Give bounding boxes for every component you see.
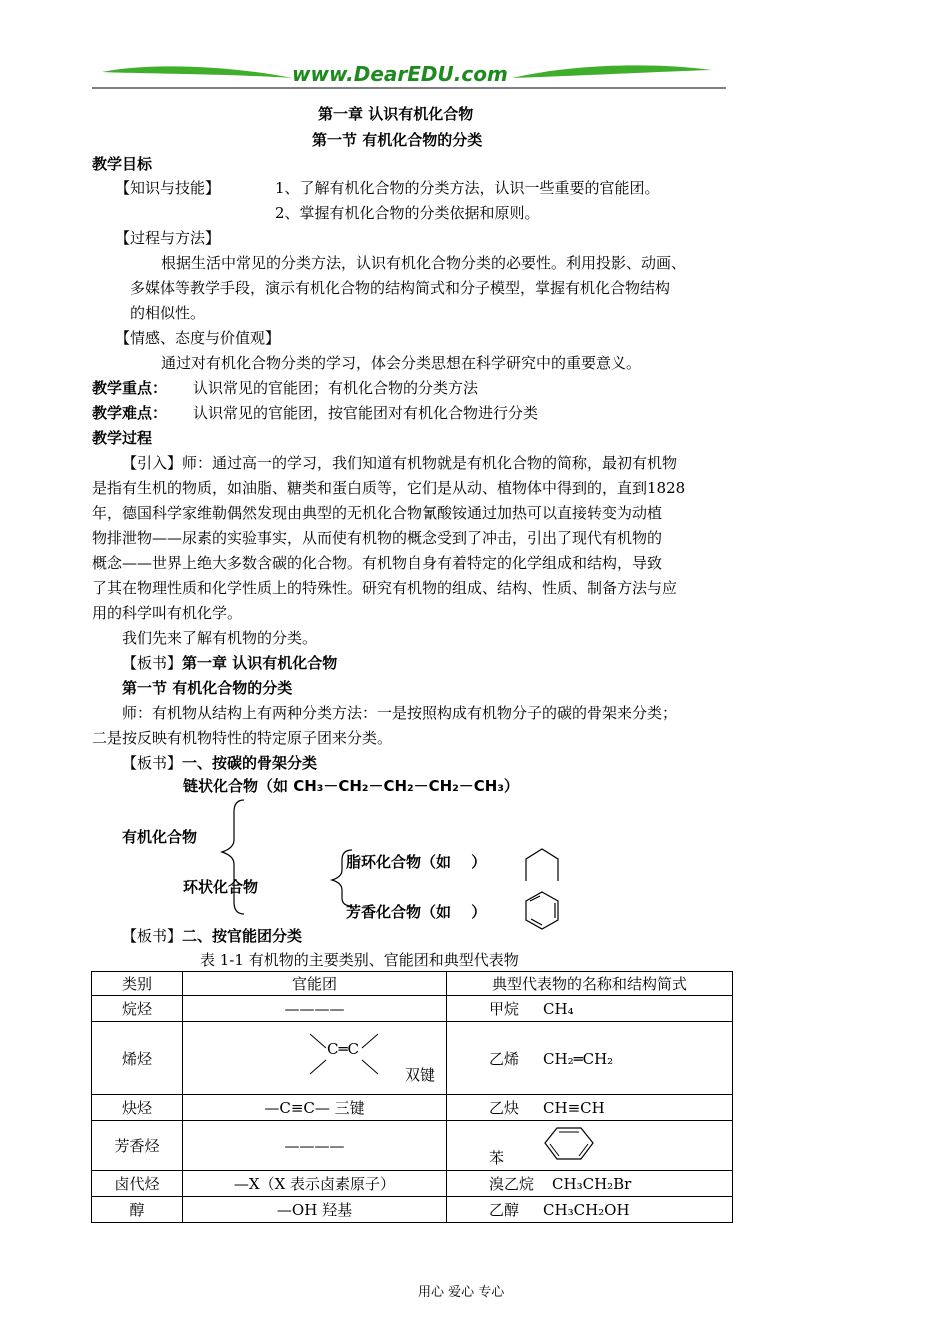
row-group: [183, 1022, 447, 1095]
row-formula: CH₂═CH₂: [543, 1049, 614, 1068]
chapter-title: 第一章 认识有机化合物: [318, 105, 474, 123]
classification-table: [91, 971, 733, 1223]
intro-line-7: 用的科学叫有机化学。: [92, 604, 243, 622]
row-group: —X（X 表示卤素原子）: [183, 1171, 447, 1197]
row-representative: [447, 1095, 733, 1121]
teacher-line-1: 师：有机物从结构上有两种分类方法：一是按照构成有机物分子的碳的骨架来分类；: [122, 704, 678, 722]
chain-prefix: 链状化合物（如: [183, 777, 294, 795]
board2: [122, 752, 317, 773]
board2-label: 【板书】: [122, 754, 183, 772]
row-name: 乙烯: [489, 1049, 520, 1068]
small-brace-icon: [332, 850, 352, 906]
board1: [122, 652, 337, 673]
section-title: 第一节 有机化合物的分类: [312, 131, 483, 149]
key-label: 教学重点：: [92, 379, 168, 397]
board3: [122, 925, 302, 946]
difficulty-label: 教学难点：: [92, 404, 168, 422]
board2-text: 一、按碳的骨架分类: [182, 754, 318, 772]
benzene-icon: [524, 888, 564, 934]
double-bond-note: 双键: [405, 1066, 436, 1084]
row-category: 烷烃: [92, 996, 183, 1022]
row-category: 卤代烃: [92, 1171, 183, 1197]
knowledge-label: 【知识与技能】: [115, 179, 221, 197]
board1-label: 【板书】: [122, 654, 183, 672]
table-row: [92, 1171, 733, 1197]
process-line-1: 根据生活中常见的分类方法，认识有机化合物分类的必要性。利用投影、动画、: [161, 254, 687, 272]
row-representative: [447, 996, 733, 1022]
table-row: [92, 996, 733, 1022]
intro-line-1: 【引入】师：通过高一的学习，我们知道有机物就是有机化合物的简称，最初有机物: [122, 454, 678, 472]
header-representative: 典型代表物的名称和结构简式: [447, 972, 733, 996]
lead-text: 我们先来了解有机物的分类。: [122, 629, 318, 647]
benzene-structure-icon: [543, 1125, 595, 1163]
intro-line-4: 物排泄物——尿素的实验事实，从而使有机物的概念受到了冲击，引出了现代有机物的: [92, 529, 663, 547]
knowledge-item-1: 1、了解有机化合物的分类方法，认识一些重要的官能团。: [275, 179, 660, 197]
row-representative: [447, 1197, 733, 1223]
row-name: 乙醇: [489, 1201, 520, 1219]
intro-line-6: 了其在物理性质和化学性质上的特殊性。研究有机物的组成、结构、性质、制备方法与应: [92, 579, 678, 597]
page-footer: 用心 爱心 专心: [418, 1285, 505, 1300]
row-group: ————: [183, 1121, 447, 1171]
header-banner: [92, 60, 726, 90]
row-formula: CH₃CH₂OH: [543, 1201, 630, 1219]
row-name: 溴乙烷: [489, 1175, 535, 1193]
row-category: 烯烃: [92, 1022, 183, 1095]
chain-formula: CH₃－CH₂－CH₂－CH₂－CH₃: [293, 777, 504, 795]
big-brace-icon: [222, 800, 244, 914]
table-row: [92, 1121, 733, 1171]
row-group: —C≡C— 三键: [183, 1095, 447, 1121]
row-category: 炔烃: [92, 1095, 183, 1121]
cyclic-compound: 环状化合物: [183, 878, 259, 896]
table-row: [92, 1022, 733, 1095]
row-name: 甲烷: [489, 1000, 520, 1018]
board3-text: 二、按官能团分类: [182, 927, 303, 945]
row-name: 乙炔: [489, 1099, 520, 1117]
teacher-line-2: 二是按反映有机物特性的特定原子团来分类。: [92, 729, 393, 747]
row-group: ————: [183, 996, 447, 1022]
row-representative: [447, 1022, 733, 1095]
emotion-text: 通过对有机化合物分类的学习，体会分类思想在科学研究中的重要意义。: [161, 354, 642, 372]
row-group: —OH 羟基: [183, 1197, 447, 1223]
row-category: 芳香烃: [92, 1121, 183, 1171]
goals-heading: 教学目标: [92, 155, 153, 173]
board1-section: 第一节 有机化合物的分类: [122, 679, 293, 697]
row-category: 醇: [92, 1197, 183, 1223]
process-label: 【过程与方法】: [115, 229, 221, 247]
cyclohexane-icon: [524, 843, 564, 885]
row-formula: CH≡CH: [543, 1099, 605, 1117]
table-header-row: [92, 972, 733, 996]
difficulty-text: 认识常见的官能团，按官能团对有机化合物进行分类: [193, 404, 539, 422]
header-category: 类别: [92, 972, 183, 996]
process-line-3: 的相似性。: [130, 304, 206, 322]
header-group: 官能团: [183, 972, 447, 996]
process-heading: 教学过程: [92, 429, 153, 447]
row-name: 苯: [489, 1149, 505, 1167]
organic-compound: 有机化合物: [122, 828, 198, 846]
table-row: [92, 1197, 733, 1223]
site-logo: www.DearEDU.com: [292, 62, 508, 86]
intro-line-2: 是指有生机的物质，如油脂、糖类和蛋白质等，它们是从动、植物体中得到的，直到1828: [92, 479, 686, 497]
board1-text: 第一章 认识有机化合物: [182, 654, 338, 672]
knowledge-item-2: 2、掌握有机化合物的分类依据和原则。: [275, 204, 540, 222]
row-formula: CH₃CH₂Br: [552, 1175, 632, 1193]
row-formula: CH₄: [543, 1000, 574, 1018]
emotion-label: 【情感、态度与价值观】: [115, 329, 281, 347]
table-caption: 表 1-1 有机物的主要类别、官能团和典型代表物: [200, 951, 519, 969]
aromatic-compound: 芳香化合物（如 ）: [346, 903, 487, 921]
board3-label: 【板书】: [122, 927, 183, 945]
table-row: [92, 1095, 733, 1121]
row-representative: [447, 1171, 733, 1197]
row-representative: [447, 1121, 733, 1171]
intro-line-3: 年，德国科学家维勒偶然发现由典型的无机化合物氰酸铵通过加热可以直接转变为动植: [92, 504, 663, 522]
process-line-2: 多媒体等教学手段，演示有机化合物的结构简式和分子模型，掌握有机化合物结构: [130, 279, 671, 297]
alicyclic-compound: 脂环化合物（如 ）: [346, 853, 487, 871]
intro-line-5: 概念——世界上绝大多数含碳的化合物。有机物自身有着特定的化学组成和结构，导致: [92, 554, 663, 572]
double-bond-formula: C═C: [327, 1040, 359, 1058]
key-text: 认识常见的官能团；有机化合物的分类方法: [193, 379, 479, 397]
chain-suffix: ）: [503, 777, 519, 795]
